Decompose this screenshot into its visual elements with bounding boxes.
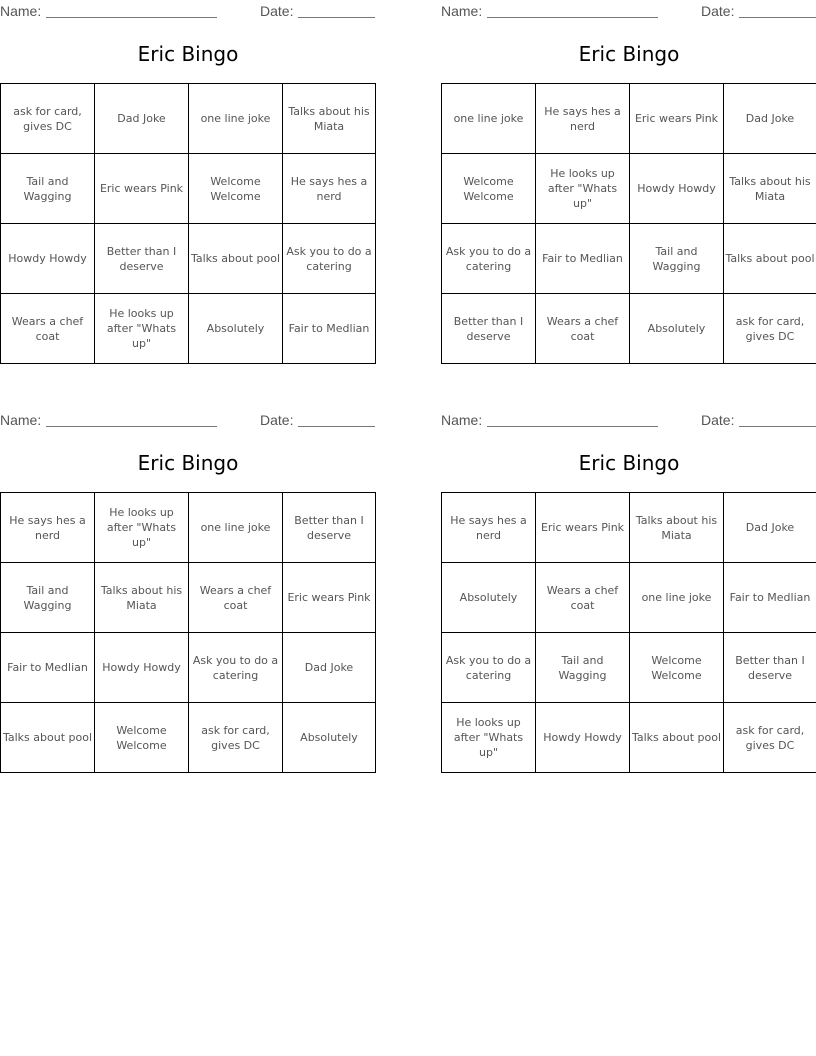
bingo-cell: He says hes a nerd [442,493,535,562]
bingo-cell: Ask you to do a catering [189,633,282,702]
bingo-card [441,409,816,784]
name-label: Name: [0,412,42,428]
bingo-cell: Welcome Welcome [442,154,535,223]
bingo-cell: Eric wears Pink [630,84,723,153]
date-label: Date: [260,412,294,428]
name-label: Name: [441,3,483,19]
bingo-cell: Howdy Howdy [95,633,188,702]
bingo-cell: Absolutely [442,563,535,632]
bingo-cell: Tail and Wagging [630,224,723,293]
bingo-cell: Ask you to do a catering [442,633,535,702]
bingo-cell: Talks about pool [630,703,723,772]
bingo-cell: Eric wears Pink [536,493,629,562]
bingo-cell: Tail and Wagging [1,154,94,223]
bingo-cell: Dad Joke [283,633,375,702]
bingo-cell: Better than I deserve [442,294,535,363]
bingo-cell: Fair to Medlian [1,633,94,702]
bingo-cell: Better than I deserve [283,493,375,562]
bingo-cell: Talks about his Miata [95,563,188,632]
bingo-cell: He looks up after "Whats up" [95,294,188,363]
bingo-cell: one line joke [442,84,535,153]
bingo-cell: ask for card, gives DC [1,84,94,153]
date-blank-line [298,426,375,427]
bingo-cell: Absolutely [630,294,723,363]
bingo-cell: Absolutely [283,703,375,772]
card-header [441,410,816,430]
bingo-grid [441,83,816,364]
card-title: Eric Bingo [137,42,239,66]
bingo-cell: ask for card, gives DC [724,294,816,363]
bingo-cell: Welcome Welcome [95,703,188,772]
name-blank-line [487,17,658,18]
bingo-cell: Ask you to do a catering [442,224,535,293]
card-header [0,410,376,430]
date-label: Date: [701,3,735,19]
name-label: Name: [0,3,42,19]
bingo-cell: Better than I deserve [95,224,188,293]
bingo-cell: Fair to Medlian [724,563,816,632]
bingo-cell: Wears a chef coat [536,563,629,632]
bingo-card [0,0,376,375]
bingo-cell: one line joke [630,563,723,632]
bingo-cell: Talks about his Miata [630,493,723,562]
bingo-cell: Talks about pool [724,224,816,293]
bingo-cell: Welcome Welcome [630,633,723,702]
bingo-cell: Welcome Welcome [189,154,282,223]
name-blank-line [46,426,217,427]
bingo-cell: He says hes a nerd [536,84,629,153]
bingo-cell: ask for card, gives DC [189,703,282,772]
card-title: Eric Bingo [137,451,239,475]
bingo-cell: Fair to Medlian [536,224,629,293]
bingo-grid [441,492,816,773]
card-header [441,1,816,21]
bingo-cell: Ask you to do a catering [283,224,375,293]
name-label: Name: [441,412,483,428]
bingo-cell: He looks up after "Whats up" [536,154,629,223]
bingo-cell: He says hes a nerd [1,493,94,562]
bingo-cell: He looks up after "Whats up" [442,703,535,772]
bingo-cell: Tail and Wagging [536,633,629,702]
bingo-cell: Fair to Medlian [283,294,375,363]
bingo-cell: Wears a chef coat [1,294,94,363]
bingo-cell: Wears a chef coat [189,563,282,632]
date-blank-line [739,426,816,427]
bingo-cell: Wears a chef coat [536,294,629,363]
name-blank-line [487,426,658,427]
bingo-cell: Talks about pool [1,703,94,772]
bingo-cell: Dad Joke [724,84,816,153]
bingo-cell: one line joke [189,84,282,153]
bingo-cell: Talks about his Miata [283,84,375,153]
bingo-grid [0,83,376,364]
bingo-cell: Dad Joke [724,493,816,562]
card-header [0,1,376,21]
bingo-cell: Tail and Wagging [1,563,94,632]
date-blank-line [298,17,375,18]
bingo-card [0,409,376,784]
bingo-cell: He says hes a nerd [283,154,375,223]
bingo-cell: Absolutely [189,294,282,363]
bingo-cell: Talks about his Miata [724,154,816,223]
bingo-card [441,0,816,375]
date-blank-line [739,17,816,18]
bingo-cell: He looks up after "Whats up" [95,493,188,562]
bingo-cell: Howdy Howdy [1,224,94,293]
date-label: Date: [260,3,294,19]
bingo-cell: Talks about pool [189,224,282,293]
bingo-cell: Howdy Howdy [630,154,723,223]
bingo-cell: Better than I deserve [724,633,816,702]
card-title: Eric Bingo [578,451,680,475]
bingo-cell: Eric wears Pink [283,563,375,632]
bingo-cell: Howdy Howdy [536,703,629,772]
bingo-cell: one line joke [189,493,282,562]
bingo-cell: Dad Joke [95,84,188,153]
bingo-cell: Eric wears Pink [95,154,188,223]
card-title: Eric Bingo [578,42,680,66]
name-blank-line [46,17,217,18]
bingo-cell: ask for card, gives DC [724,703,816,772]
date-label: Date: [701,412,735,428]
bingo-grid [0,492,376,773]
